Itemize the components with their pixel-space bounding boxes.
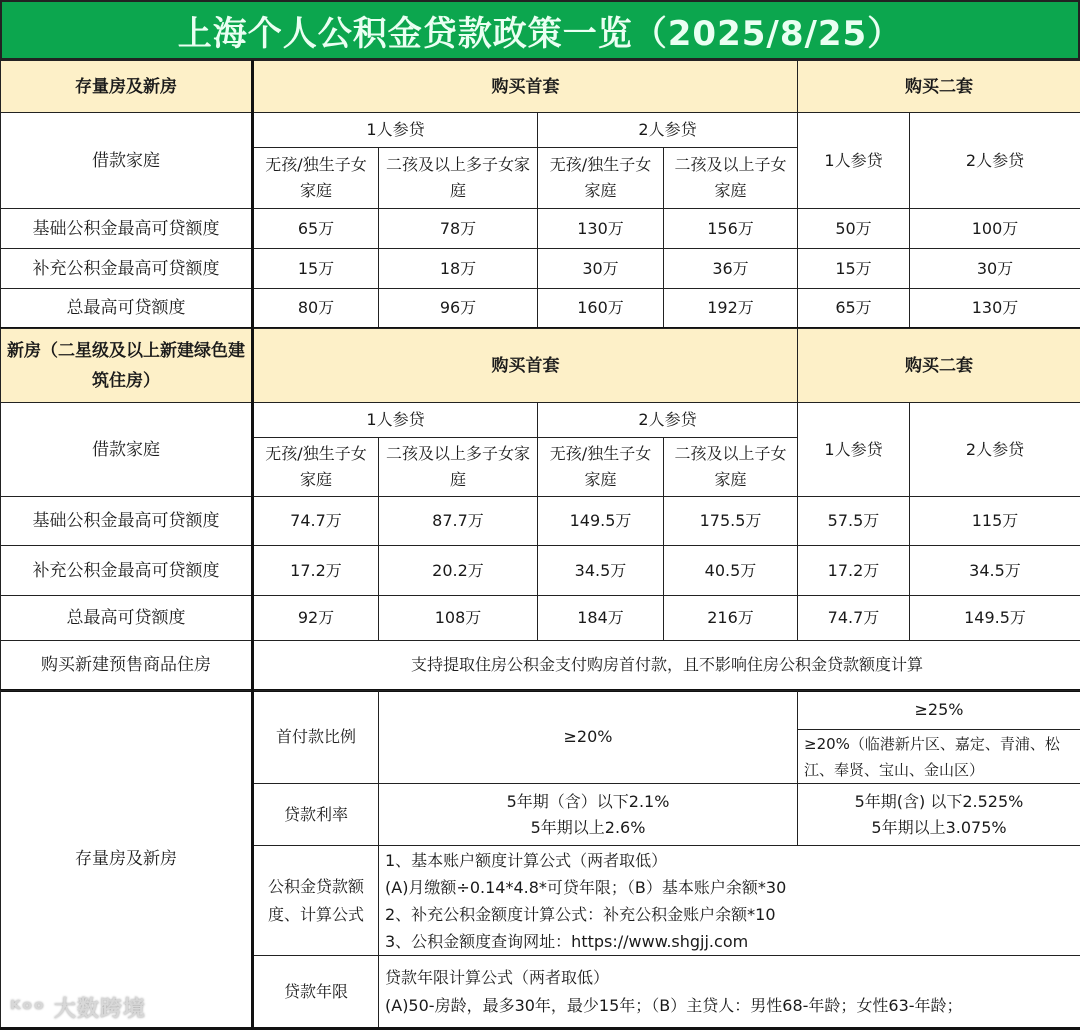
- cell: 149.5万: [538, 497, 664, 546]
- formula-line: 3、公积金额度查询网址：https://www.shgjj.com: [385, 928, 1076, 955]
- section3-label: 存量房及新房: [1, 691, 253, 1029]
- term-text: [379, 956, 1080, 1029]
- table-row: [1, 596, 1080, 641]
- cell: 17.2万: [798, 546, 910, 596]
- cell: 108万: [379, 596, 538, 641]
- sub-header: 无孩/独生子女家庭: [538, 438, 664, 497]
- cell: 184万: [538, 596, 664, 641]
- cell: 96万: [379, 289, 538, 329]
- row-label: 补充公积金最高可贷额度: [1, 546, 253, 596]
- sub-header: 无孩/独生子女家庭: [253, 148, 379, 209]
- second-home-header: 购买二套: [798, 329, 1080, 403]
- cell: 115万: [910, 497, 1080, 546]
- table-row: [1, 289, 1080, 329]
- cell: 87.7万: [379, 497, 538, 546]
- cell: 15万: [798, 249, 910, 289]
- row-label: 基础公积金最高可贷额度: [1, 209, 253, 249]
- cell: 34.5万: [538, 546, 664, 596]
- table-row: [1, 209, 1080, 249]
- cell: 192万: [664, 289, 798, 329]
- section2-table: [0, 328, 1080, 692]
- formula-line: 2、补充公积金额度计算公式：补充公积金账户余额*10: [385, 901, 1076, 928]
- second-home-header: 购买二套: [798, 61, 1080, 113]
- section1-label: 存量房及新房: [1, 61, 253, 113]
- cell: 175.5万: [664, 497, 798, 546]
- watermark-logo-icon: ᴷᵒᵒ: [10, 997, 54, 1022]
- formula-line: (A)月缴额÷0.14*4.8*可贷年限；（B）基本账户余额*30: [385, 874, 1076, 901]
- cell: 17.2万: [253, 546, 379, 596]
- page-title: 上海个人公积金贷款政策一览（2025/8/25）: [0, 0, 1080, 60]
- rate-second: [798, 784, 1080, 846]
- rate-second-line: 5年期以上3.075%: [802, 815, 1076, 841]
- sub-header: 二孩及以上子女家庭: [664, 148, 798, 209]
- family-label: 借款家庭: [1, 113, 253, 209]
- one-person-header: 1人参贷: [253, 113, 538, 148]
- cell: 20.2万: [379, 546, 538, 596]
- table-row: [1, 249, 1080, 289]
- family-label: 借款家庭: [1, 403, 253, 497]
- formula-text: [379, 846, 1080, 956]
- cell: 92万: [253, 596, 379, 641]
- cell: 80万: [253, 289, 379, 329]
- section2-label: 新房（二星级及以上新建绿色建筑住房）: [1, 329, 253, 403]
- cell: 65万: [253, 209, 379, 249]
- sub-header: 无孩/独生子女家庭: [253, 438, 379, 497]
- cell: 57.5万: [798, 497, 910, 546]
- down-payment-label: 首付款比例: [253, 691, 379, 784]
- second-one-person-header: 1人参贷: [798, 403, 910, 497]
- second-two-person-header: 2人参贷: [910, 113, 1080, 209]
- cell: 18万: [379, 249, 538, 289]
- sub-header: 二孩及以上子女家庭: [664, 438, 798, 497]
- cell: 130万: [910, 289, 1080, 329]
- down-payment-second-b: ≥20%（临港新片区、嘉定、青浦、松江、奉贤、宝山、金山区）: [798, 730, 1080, 784]
- cell: 78万: [379, 209, 538, 249]
- cell: 160万: [538, 289, 664, 329]
- presale-label: 购买新建预售商品住房: [1, 641, 253, 691]
- cell: 36万: [664, 249, 798, 289]
- formula-label: 公积金贷款额度、计算公式: [253, 846, 379, 956]
- rate-first: [379, 784, 798, 846]
- formula-line: 1、基本账户额度计算公式（两者取低）: [385, 847, 1076, 874]
- row-label: 基础公积金最高可贷额度: [1, 497, 253, 546]
- term-line: 贷款年限计算公式（两者取低）: [385, 964, 1076, 992]
- row-label: 总最高可贷额度: [1, 596, 253, 641]
- one-person-header: 1人参贷: [253, 403, 538, 438]
- cell: 74.7万: [253, 497, 379, 546]
- rate-second-line: 5年期(含) 以下2.525%: [802, 789, 1076, 815]
- cell: 30万: [910, 249, 1080, 289]
- down-payment-first: ≥20%: [379, 691, 798, 784]
- table-row: [1, 497, 1080, 546]
- cell: 40.5万: [664, 546, 798, 596]
- cell: 100万: [910, 209, 1080, 249]
- presale-text: 支持提取住房公积金支付购房首付款，且不影响住房公积金贷款额度计算: [253, 641, 1080, 691]
- cell: 30万: [538, 249, 664, 289]
- section3-table: [0, 690, 1080, 1030]
- sub-header: 二孩及以上多子女家庭: [379, 148, 538, 209]
- watermark-text: 大数跨境: [54, 997, 146, 1022]
- watermark: [10, 992, 146, 1023]
- second-one-person-header: 1人参贷: [798, 113, 910, 209]
- cell: 34.5万: [910, 546, 1080, 596]
- sub-header: 二孩及以上多子女家庭: [379, 438, 538, 497]
- term-line: (A)50-房龄，最多30年，最少15年；（B）主贷人：男性68-年龄；女性63-年龄；: [385, 992, 1076, 1020]
- rate-first-line: 5年期（含）以下2.1%: [383, 789, 793, 815]
- second-two-person-header: 2人参贷: [910, 403, 1080, 497]
- first-home-header: 购买首套: [253, 329, 798, 403]
- cell: 130万: [538, 209, 664, 249]
- two-person-header: 2人参贷: [538, 113, 798, 148]
- two-person-header: 2人参贷: [538, 403, 798, 438]
- cell: 74.7万: [798, 596, 910, 641]
- row-label: 补充公积金最高可贷额度: [1, 249, 253, 289]
- cell: 156万: [664, 209, 798, 249]
- section1-table: [0, 60, 1080, 330]
- rate-label: 贷款利率: [253, 784, 379, 846]
- cell: 149.5万: [910, 596, 1080, 641]
- down-payment-second-a: ≥25%: [798, 691, 1080, 730]
- cell: 216万: [664, 596, 798, 641]
- presale-row: [1, 641, 1080, 691]
- table-row: [1, 546, 1080, 596]
- cell: 50万: [798, 209, 910, 249]
- cell: 65万: [798, 289, 910, 329]
- term-label: 贷款年限: [253, 956, 379, 1029]
- first-home-header: 购买首套: [253, 61, 798, 113]
- cell: 15万: [253, 249, 379, 289]
- sub-header: 无孩/独生子女家庭: [538, 148, 664, 209]
- rate-first-line: 5年期以上2.6%: [383, 815, 793, 841]
- row-label: 总最高可贷额度: [1, 289, 253, 329]
